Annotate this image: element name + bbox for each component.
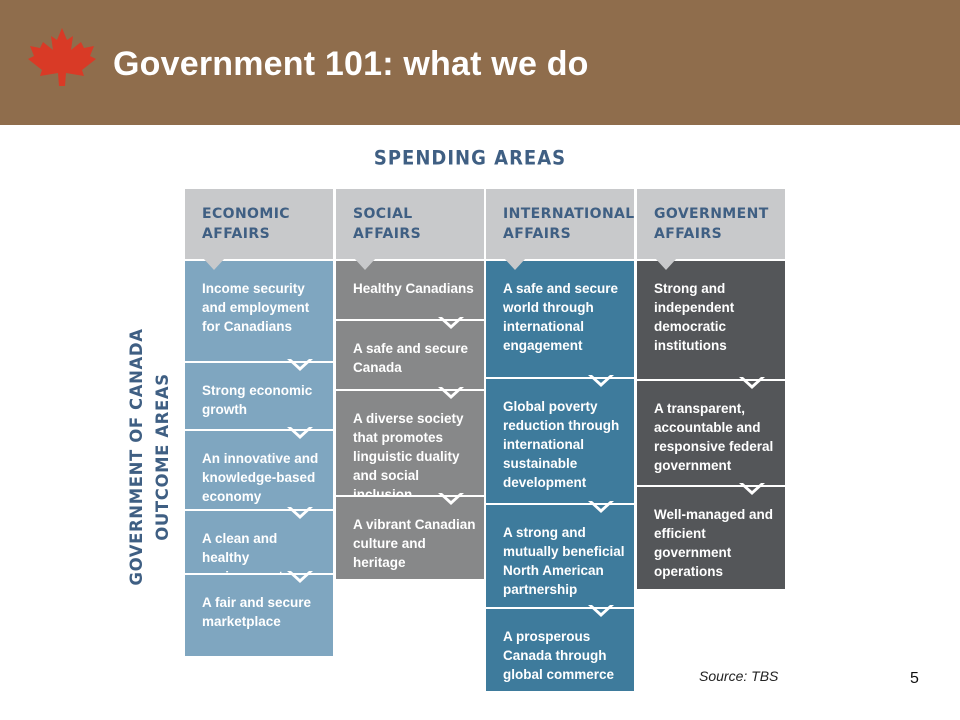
outcome-text: Global poverty reduction through international sustainable development (503, 399, 620, 490)
notch-marker (504, 258, 526, 270)
column-heading-line-1: SOCIAL (353, 206, 413, 222)
outcome-cell (336, 389, 484, 495)
outcome-text: Healthy Canadians (353, 281, 474, 296)
outcome-cell (336, 495, 484, 579)
outcome-cell (486, 607, 634, 691)
outcome-cell (486, 261, 634, 377)
chevron-down-icon (588, 375, 614, 389)
outcome-text: A diverse society that promotes linguistic duality and social (353, 411, 464, 483)
column-heading-line-2: AFFAIRS (503, 226, 572, 242)
slide-title: Government 101: what we do (113, 45, 589, 83)
outcome-text: Income security and employment for Canadians (202, 281, 310, 334)
column-international-affairs (486, 189, 634, 691)
chevron-down-icon (438, 493, 464, 507)
outcome-cell (486, 503, 634, 607)
column-heading (486, 189, 634, 259)
chevron-down-icon (287, 427, 313, 441)
source-note: Source: TBS (699, 668, 779, 684)
chevron-down-icon (739, 377, 765, 391)
notch-marker (354, 258, 376, 270)
outcome-cell (185, 261, 333, 361)
side-label (120, 312, 180, 602)
column-heading (185, 189, 333, 259)
outcome-text: Strong and independent democratic institutions (654, 281, 735, 353)
column-heading-line-2: AFFAIRS (202, 226, 271, 242)
outcome-text: A clean and healthy (202, 531, 278, 565)
chevron-down-icon (739, 483, 765, 497)
column-social-affairs (336, 189, 484, 579)
outcome-cell (637, 261, 785, 379)
outcome-cell (486, 377, 634, 503)
column-heading (637, 189, 785, 259)
side-label-line-1: GOVERNMENT OF CANADA (127, 328, 146, 586)
page-number: 5 (910, 670, 919, 687)
chevron-down-icon (438, 387, 464, 401)
chevron-down-icon (588, 605, 614, 619)
notch-marker (655, 258, 677, 270)
outcome-text: An innovative and knowledge-based economy (202, 451, 319, 504)
outcome-cell (185, 573, 333, 656)
column-economic-affairs (185, 189, 333, 656)
column-heading (336, 189, 484, 259)
chevron-down-icon (287, 359, 313, 373)
outcome-text: Strong economic growth (202, 383, 313, 417)
outcome-text: A strong and mutually beneficial North American partnership (503, 525, 625, 597)
outcome-text: A transparent, accountable and responsive federal government (654, 401, 774, 473)
chevron-down-icon (287, 571, 313, 585)
chevron-down-icon (438, 317, 464, 331)
outcome-cell (637, 485, 785, 589)
column-heading-line-2: AFFAIRS (654, 226, 723, 242)
outcome-text: A prosperous Canada through global commerce (503, 629, 615, 682)
outcome-text: Well-managed and efficient government operations (654, 507, 774, 579)
column-government-affairs (637, 189, 785, 589)
title-bar (0, 0, 960, 125)
outcome-text: A safe and secure world through international engagement (503, 281, 619, 353)
diagram-title: SPENDING AREAS (373, 147, 567, 170)
outcome-text: A vibrant Canadian culture and heritage (353, 517, 476, 570)
chevron-down-icon (287, 507, 313, 521)
side-label-line-2: OUTCOME AREAS (153, 373, 172, 541)
column-heading-line-2: AFFAIRS (353, 226, 422, 242)
outcome-cell (185, 429, 333, 509)
outcome-cell (637, 379, 785, 485)
column-heading-line-1: GOVERNMENT (654, 206, 769, 222)
outcome-text: A fair and secure marketplace (202, 595, 312, 629)
chevron-down-icon (588, 501, 614, 515)
outcome-text: A safe and secure Canada (353, 341, 469, 375)
notch-marker (203, 258, 225, 270)
column-heading-line-1: INTERNATIONAL (503, 206, 635, 222)
column-heading-line-1: ECONOMIC (202, 206, 290, 222)
maple-leaf-icon (26, 26, 98, 88)
